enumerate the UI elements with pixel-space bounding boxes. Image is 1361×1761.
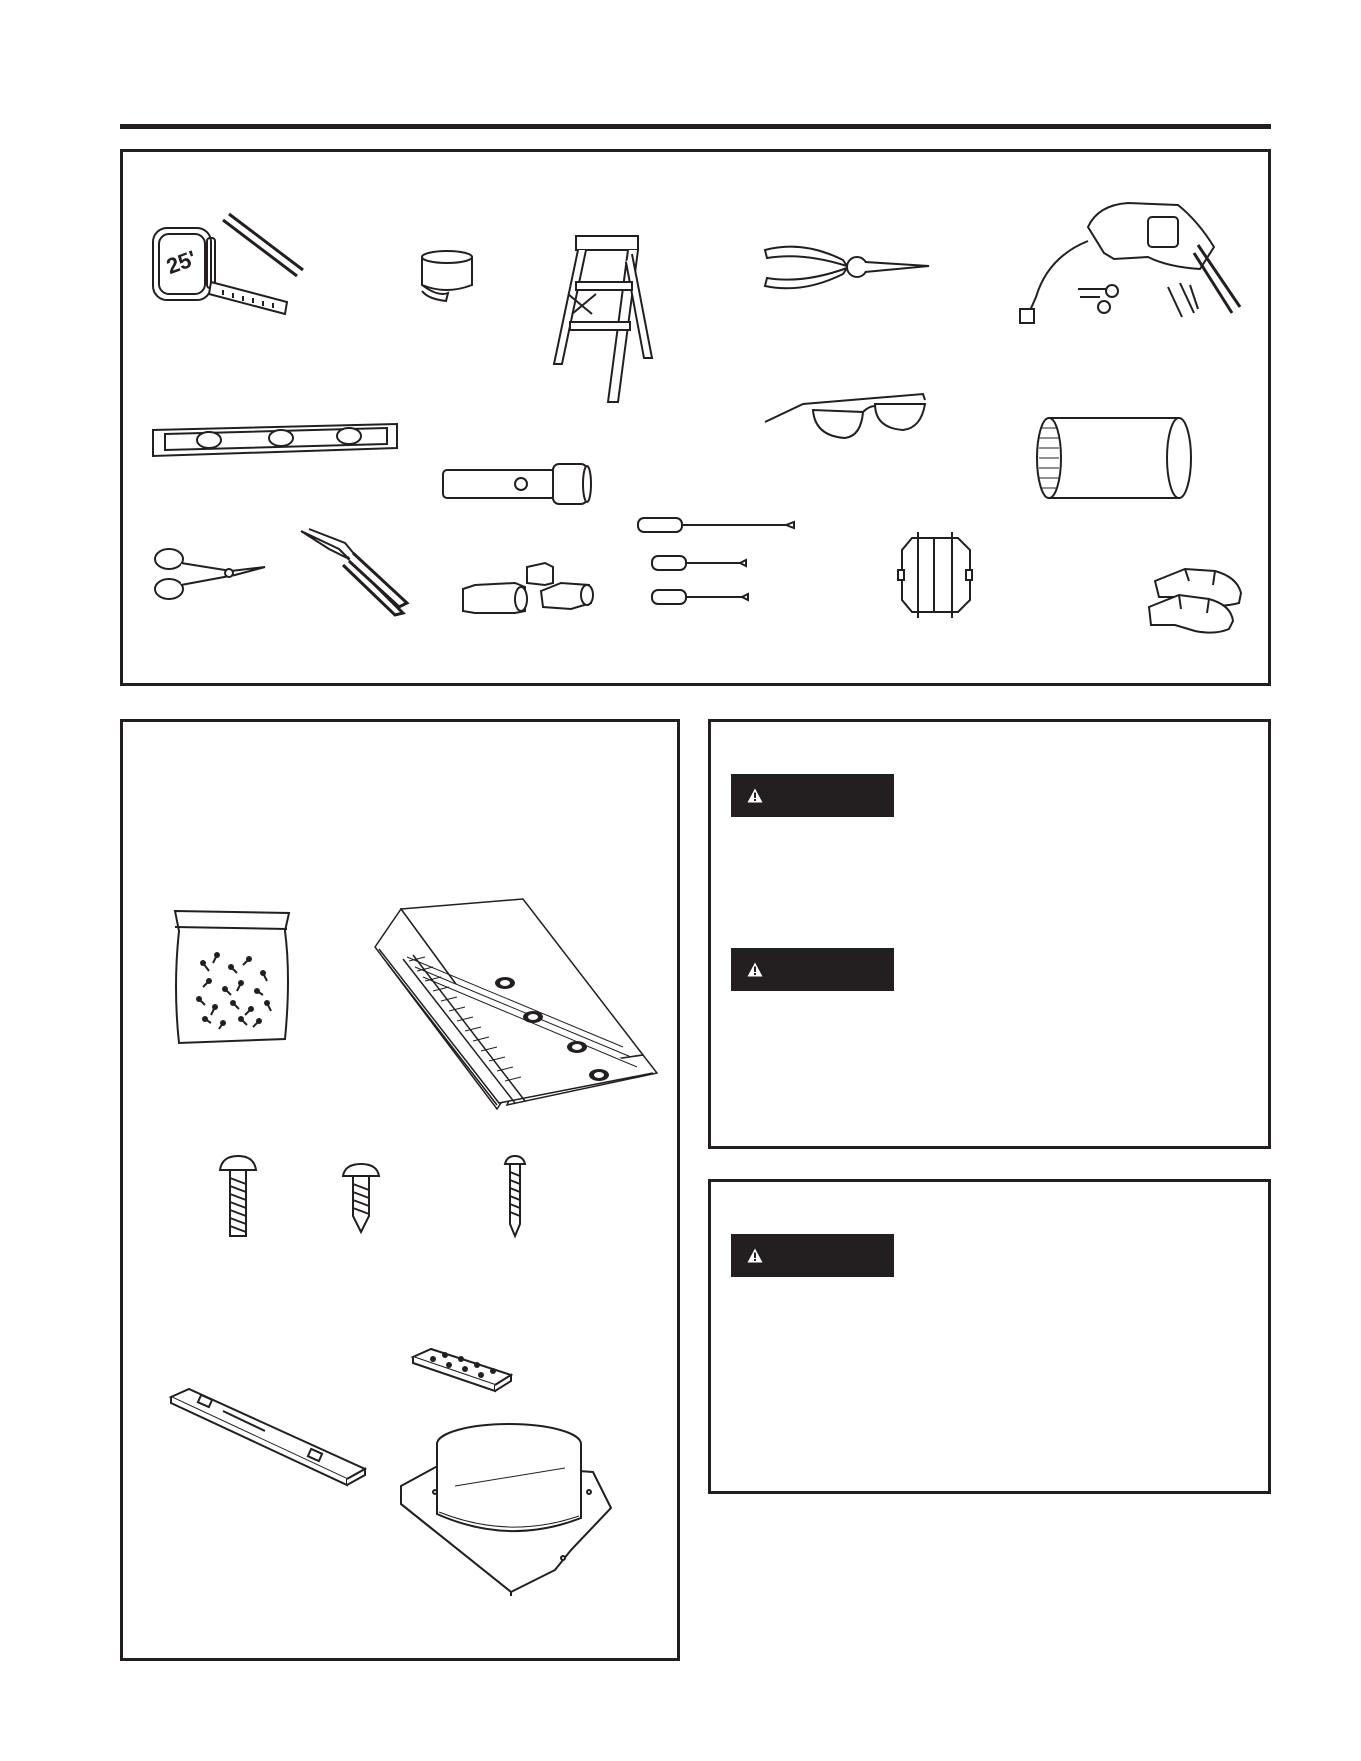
warning-triangle-icon (747, 1248, 763, 1263)
gloves-icon (1145, 567, 1250, 637)
warning-box-1 (708, 719, 1271, 1149)
shim-plate-icon (411, 1347, 513, 1395)
tape-measure-icon (151, 210, 291, 325)
warning-badge-2 (731, 948, 894, 991)
sheet-metal-screw-icon (341, 1162, 381, 1234)
damper-duct-transition-icon (395, 1422, 620, 1597)
tools-needed-box (120, 149, 1271, 686)
safety-glasses-icon (763, 390, 928, 448)
warning-box-2 (708, 1179, 1271, 1494)
warning-badge-1 (731, 774, 894, 817)
parts-supplied-box (120, 719, 680, 1661)
hood-liner-insert-icon (373, 897, 673, 1112)
machine-screw-icon (218, 1154, 258, 1242)
header-rule (120, 124, 1271, 129)
mounting-bracket-icon (169, 1387, 369, 1499)
tape-measure-label: 25' (163, 245, 200, 280)
wood-screw-icon (503, 1154, 527, 1238)
wire-nuts-icon (461, 557, 601, 617)
wire-strippers-icon (299, 527, 409, 617)
needle-nose-pliers-icon (763, 242, 933, 297)
step-ladder-icon (548, 234, 658, 409)
hole-saw-icon (441, 460, 591, 508)
duct-tape-icon (418, 247, 478, 302)
warning-badge-3 (731, 1234, 894, 1277)
power-drill-icon (1018, 197, 1248, 337)
warning-triangle-icon (747, 788, 763, 803)
tin-snips-icon (151, 545, 269, 605)
level-icon (151, 420, 401, 462)
round-duct-icon (1035, 414, 1193, 502)
hardware-bag-icon (169, 907, 295, 1047)
warning-triangle-icon (747, 962, 763, 977)
damper-icon (898, 530, 973, 620)
screwdrivers-icon (636, 512, 798, 612)
